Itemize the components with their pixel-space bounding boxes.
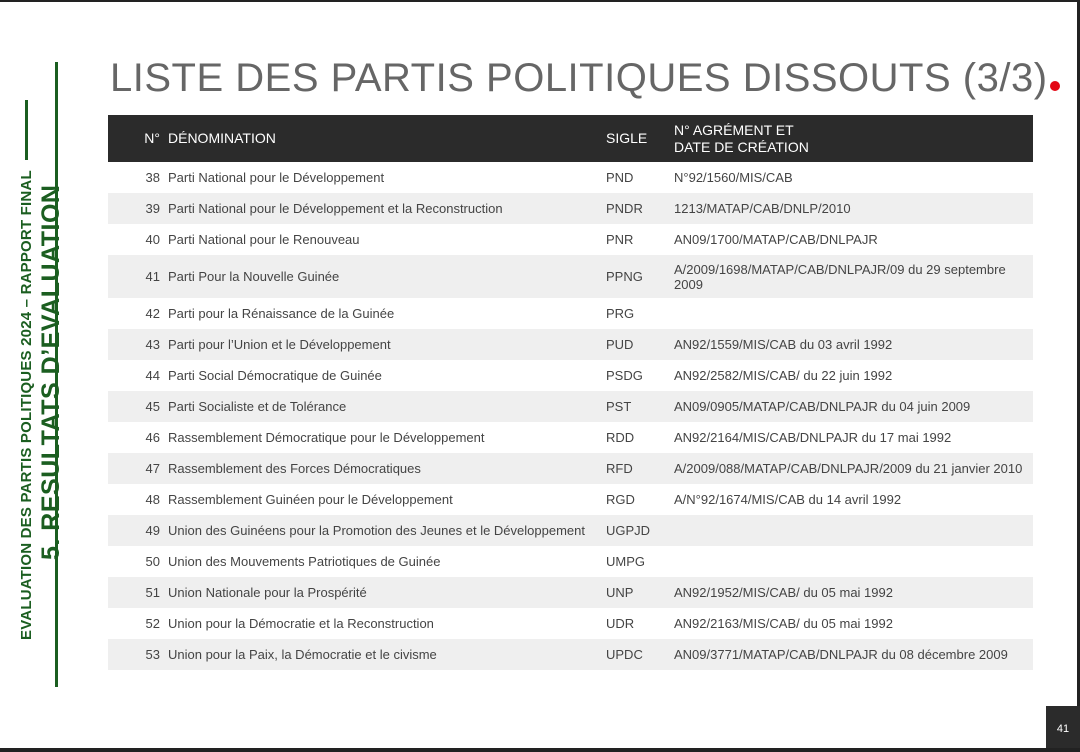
row-num: 52 <box>108 608 168 639</box>
row-agrement: AN92/2582/MIS/CAB/ du 22 juin 1992 <box>674 360 1033 391</box>
table-row <box>108 360 1033 391</box>
row-num: 38 <box>108 162 168 193</box>
row-agrement: AN09/1700/MATAP/CAB/DNLPAJR <box>674 224 1033 255</box>
row-agrement <box>674 546 1033 577</box>
row-num: 41 <box>108 255 168 298</box>
row-num: 42 <box>108 298 168 329</box>
row-sigle: PST <box>606 391 674 422</box>
table-row <box>108 608 1033 639</box>
row-sigle: PNDR <box>606 193 674 224</box>
row-sigle: RFD <box>606 453 674 484</box>
row-num: 47 <box>108 453 168 484</box>
table-row <box>108 546 1033 577</box>
sidebar-report-line <box>18 100 35 640</box>
row-sigle: UMPG <box>606 546 674 577</box>
row-denomination: Union pour la Démocratie et la Reconstruction <box>168 608 606 639</box>
row-sigle: PNR <box>606 224 674 255</box>
row-sigle: PUD <box>606 329 674 360</box>
row-agrement: AN92/2163/MIS/CAB/ du 05 mai 1992 <box>674 608 1033 639</box>
row-agrement: AN92/1952/MIS/CAB/ du 05 mai 1992 <box>674 577 1033 608</box>
header-denomination: DÉNOMINATION <box>168 115 606 162</box>
table-body <box>108 162 1033 670</box>
row-agrement <box>674 298 1033 329</box>
sidebar-section-title: 5. RESULTATS D’EVALUATION <box>37 184 65 560</box>
row-num: 39 <box>108 193 168 224</box>
row-denomination: Union des Mouvements Patriotiques de Guinée <box>168 546 606 577</box>
header-agrement <box>674 115 1033 162</box>
row-sigle: PSDG <box>606 360 674 391</box>
top-border <box>0 0 1080 2</box>
row-num: 50 <box>108 546 168 577</box>
table-row <box>108 515 1033 546</box>
row-denomination: Parti pour l’Union et le Développement <box>168 329 606 360</box>
row-sigle: PND <box>606 162 674 193</box>
row-agrement: AN09/0905/MATAP/CAB/DNLPAJR du 04 juin 2009 <box>674 391 1033 422</box>
row-num: 45 <box>108 391 168 422</box>
header-sigle: SIGLE <box>606 115 674 162</box>
header-agrement-line2: DATE DE CRÉATION <box>674 138 809 155</box>
row-agrement: AN92/1559/MIS/CAB du 03 avril 1992 <box>674 329 1033 360</box>
table-header-row <box>108 115 1033 162</box>
header-num: N° <box>108 115 168 162</box>
row-agrement <box>674 515 1033 546</box>
page-title <box>110 56 1060 101</box>
table-row <box>108 224 1033 255</box>
table-row <box>108 298 1033 329</box>
row-agrement: A/2009/1698/MATAP/CAB/DNLPAJR/09 du 29 septembre 2009 <box>674 255 1033 298</box>
row-num: 44 <box>108 360 168 391</box>
row-num: 46 <box>108 422 168 453</box>
table-row <box>108 162 1033 193</box>
row-denomination: Parti National pour le Développement <box>168 162 606 193</box>
row-num: 48 <box>108 484 168 515</box>
parties-table <box>108 115 1033 670</box>
sidebar-dash <box>25 100 28 160</box>
sidebar-report-title: EVALUATION DES PARTIS POLITIQUES 2024 – RAPPORT FINAL <box>18 170 35 640</box>
table-row <box>108 453 1033 484</box>
bottom-border <box>0 748 1080 752</box>
row-denomination: Parti National pour le Développement et la Reconstruction <box>168 193 606 224</box>
header-agrement-line1: N° AGRÉMENT ET <box>674 121 794 138</box>
row-num: 49 <box>108 515 168 546</box>
row-sigle: UDR <box>606 608 674 639</box>
table-row <box>108 577 1033 608</box>
row-denomination: Parti Socialiste et de Tolérance <box>168 391 606 422</box>
row-agrement: AN92/2164/MIS/CAB/DNLPAJR du 17 mai 1992 <box>674 422 1033 453</box>
row-denomination: Parti Pour la Nouvelle Guinée <box>168 255 606 298</box>
row-agrement: N°92/1560/MIS/CAB <box>674 162 1033 193</box>
table-row <box>108 422 1033 453</box>
row-num: 51 <box>108 577 168 608</box>
table-row <box>108 484 1033 515</box>
page-number: 41 <box>1046 706 1080 748</box>
title-dot-icon <box>1050 81 1060 91</box>
row-sigle: UNP <box>606 577 674 608</box>
page-title-text: LISTE DES PARTIS POLITIQUES DISSOUTS (3/3) <box>110 56 1048 100</box>
table-row <box>108 639 1033 670</box>
row-sigle: RDD <box>606 422 674 453</box>
row-num: 53 <box>108 639 168 670</box>
row-sigle: UGPJD <box>606 515 674 546</box>
table-row <box>108 255 1033 298</box>
row-denomination: Union pour la Paix, la Démocratie et le civisme <box>168 639 606 670</box>
row-denomination: Union Nationale pour la Prospérité <box>168 577 606 608</box>
row-denomination: Parti pour la Rénaissance de la Guinée <box>168 298 606 329</box>
row-denomination: Rassemblement des Forces Démocratiques <box>168 453 606 484</box>
row-denomination: Rassemblement Guinéen pour le Développement <box>168 484 606 515</box>
row-num: 40 <box>108 224 168 255</box>
row-denomination: Union des Guinéens pour la Promotion des Jeunes et le Développement <box>168 515 606 546</box>
table-row <box>108 391 1033 422</box>
row-denomination: Parti National pour le Renouveau <box>168 224 606 255</box>
row-num: 43 <box>108 329 168 360</box>
sidebar-heading <box>18 100 66 640</box>
row-agrement: AN09/3771/MATAP/CAB/DNLPAJR du 08 décembre 2009 <box>674 639 1033 670</box>
row-sigle: UPDC <box>606 639 674 670</box>
row-denomination: Rassemblement Démocratique pour le Développement <box>168 422 606 453</box>
table-row <box>108 193 1033 224</box>
row-denomination: Parti Social Démocratique de Guinée <box>168 360 606 391</box>
row-sigle: RGD <box>606 484 674 515</box>
table-row <box>108 329 1033 360</box>
row-agrement: 1213/MATAP/CAB/DNLP/2010 <box>674 193 1033 224</box>
row-sigle: PPNG <box>606 255 674 298</box>
row-agrement: A/N°92/1674/MIS/CAB du 14 avril 1992 <box>674 484 1033 515</box>
row-agrement: A/2009/088/MATAP/CAB/DNLPAJR/2009 du 21 janvier 2010 <box>674 453 1033 484</box>
row-sigle: PRG <box>606 298 674 329</box>
